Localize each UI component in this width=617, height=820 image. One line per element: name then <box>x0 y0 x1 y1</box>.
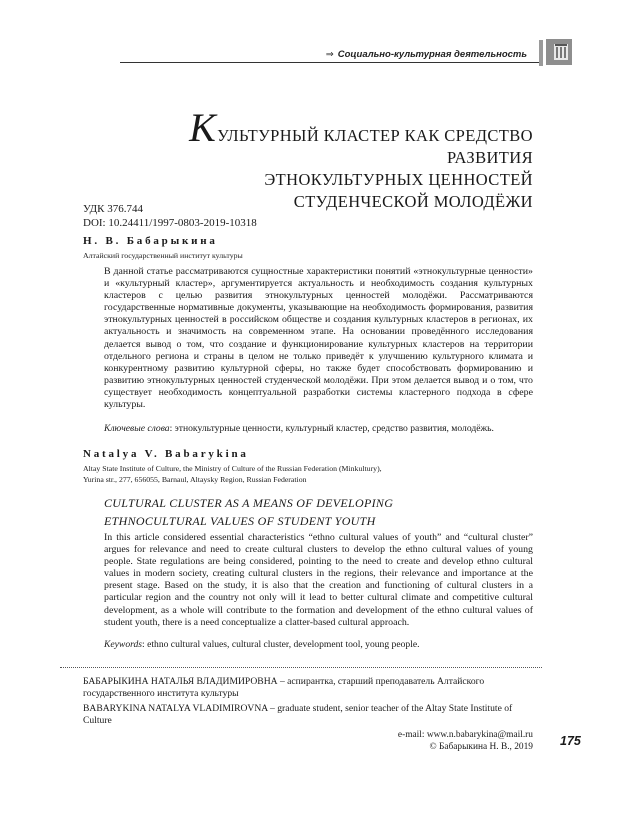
footnote-divider <box>60 667 542 668</box>
keywords-text-en: : ethno cultural values, cultural cluster, development tool, young people. <box>142 639 420 650</box>
author-ru: Н. В. Бабарыкина <box>83 235 218 247</box>
affiliation-en <box>83 463 382 485</box>
affiliation-en-line-2: Yurina str., 277, 656055, Barnaul, Altaysky Region, Russian Federation <box>83 475 307 484</box>
author-en: Natalya V. Babarykina <box>83 448 249 460</box>
title-dropcap: К <box>189 105 217 150</box>
article-title <box>126 105 533 213</box>
affiliation-en-line-1: Altay State Institute of Culture, the Ministry of Culture of the Russian Federation (Minkultury), <box>83 464 382 473</box>
running-head <box>60 49 527 60</box>
keywords-text-ru: : этнокультурные ценности, культурный кластер, средство развития, молодёжь. <box>169 423 494 434</box>
arrow-right-icon: ⇒ <box>325 49 334 60</box>
udk: УДК 376.744 <box>83 203 144 215</box>
keywords-label-ru: Ключевые слова <box>104 423 170 434</box>
keywords-ru <box>104 423 533 434</box>
keywords-en <box>104 639 533 650</box>
keywords-label-en: Keywords <box>104 639 143 650</box>
emblem-bar <box>539 40 543 66</box>
column-emblem-icon <box>546 39 572 65</box>
title-line-2: ЭТНОКУЛЬТУРНЫХ ЦЕННОСТЕЙ <box>264 170 533 189</box>
affiliation-ru: Алтайский государственный институт культуры <box>83 251 243 260</box>
section-title: Социально-культурная деятельность <box>337 49 527 60</box>
title-en-line-2: ETHNOCULTURAL VALUES OF STUDENT YOUTH <box>104 514 376 528</box>
copyright: © Бабарыкина Н. В., 2019 <box>429 742 533 752</box>
author-note-en: BABARYKINA NATALYA VLADIMIROVNA – graduate student, senior teacher of the Altay State Institute of Culture <box>83 703 513 726</box>
article-title-en <box>104 494 533 530</box>
doi: DOI: 10.24411/1997-0803-2019-10318 <box>83 217 257 229</box>
header-rule <box>120 62 540 63</box>
title-en-line-1: CULTURAL CLUSTER AS A MEANS OF DEVELOPING <box>104 496 394 510</box>
abstract-ru: В данной статье рассматриваются сущностные характеристики понятий «этнокультурные ценности» и «культурный кластер», аргументируется актуальность и необходимость создания культурных кластеров с целью развития этнокультурных ценностей молодёжи. Рассматриваются государственные нормативные документы, указывающие на необходимость формирования, развития этнокультурных ценностей в российском обществе и создания культурных кластеров в регионах, их актуальность и значимость на современном этапе. На основании проведённого исследования делается вывод о том, что создание и функционирование культурных кластеров на территории отдельного региона и страны в целом не только приведёт к улучшению культурного климата и конкурентному развитию культурной сферы, но также будет способствовать формированию и развитию этнокультурных ценностей студенческой молодёжи. При этом делается вывод и о том, что существует необходимость концептуальной разработки системы кластерного подхода в сфере культуры. <box>104 266 533 411</box>
contact-email: e-mail: www.n.babarykina@mail.ru <box>397 730 533 740</box>
abstract-en: In this article considered essential characteristics “ethno cultural values of youth” and “cultural cluster” argues for relevance and need to create cultural clusters to develop the ethno cultural values of young people. State regulations are being considered, pointing to the need to create and develop ethno cultural values in modern society, creating cultural clusters in the regions, their relevance and importance at the present stage. Based on the study, it is also that the creation and functioning of cultural clusters in a particular region and the country not only will it lead to better cultural climate and competitive cultural development, as a whole will contribute to the formation and development of the ethno cultural values of student youth, there is a need conceptualize a clatter-based cultural approach. <box>104 532 533 628</box>
author-note-ru: БАБАРЫКИНА НАТАЛЬЯ ВЛАДИМИРОВНА – аспирантка, старший преподаватель Алтайского государственного института культуры <box>83 676 485 699</box>
title-line-1: УЛЬТУРНЫЙ КЛАСТЕР КАК СРЕДСТВО РАЗВИТИЯ <box>217 126 533 167</box>
page-number: 175 <box>560 734 581 748</box>
title-line-3: СТУДЕНЧЕСКОЙ МОЛОДЁЖИ <box>293 192 533 211</box>
